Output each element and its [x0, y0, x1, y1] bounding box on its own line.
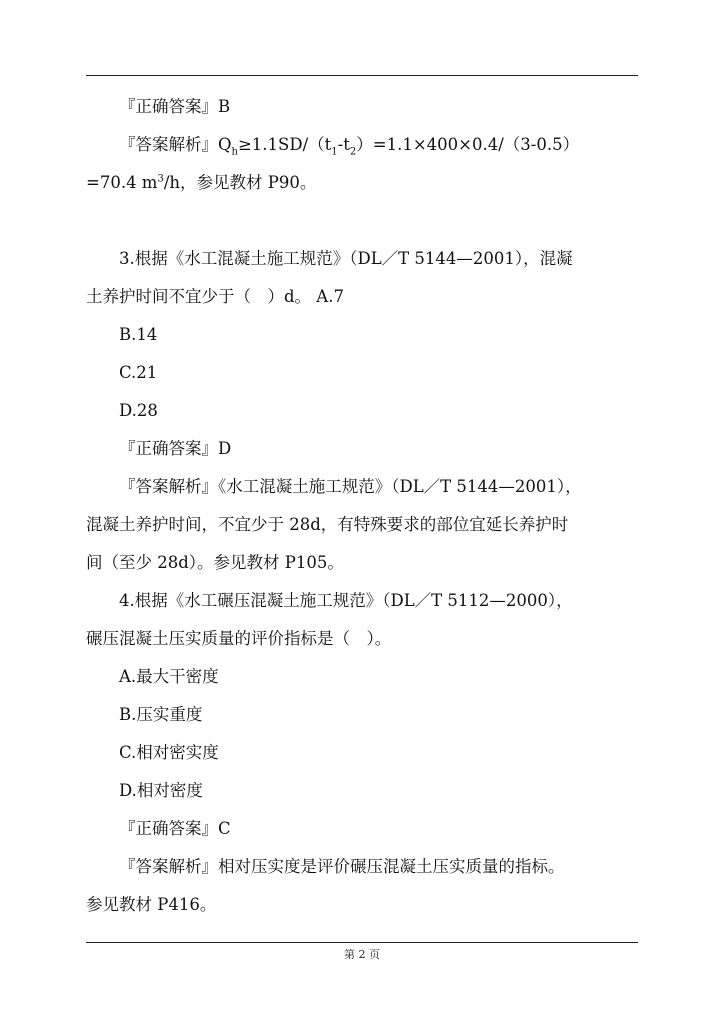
q4-option-c: C.相对密实度: [119, 743, 219, 762]
q3-question-line2: 土养护时间不宜少于（ ）d。 A.7: [86, 287, 344, 306]
q4-answer: 『正确答案』C: [119, 819, 231, 838]
q3-analysis-line2: 混凝土养护时间，不宜少于 28d，有特殊要求的部位宜延长养护时: [86, 515, 569, 534]
page-number: 第 2 页: [344, 948, 380, 961]
q3-option-c: C.21: [119, 363, 158, 382]
document-body: [86, 88, 638, 924]
q4-question-line1: 4.根据《水工碾压混凝土施工规范》（DL／T 5112—2000），: [119, 591, 573, 610]
q4-analysis-line1: 『答案解析』相对压实度是评价碾压混凝土压实质量的指标。: [119, 857, 565, 876]
q4-analysis-line2: 参见教材 P416。: [86, 895, 217, 914]
header-rule: [86, 75, 638, 76]
q3-option-d: D.28: [119, 401, 158, 420]
q3-analysis-line3: 间（至少 28d）。参见教材 P105。: [86, 553, 344, 572]
q4-option-a: A.最大干密度: [119, 667, 219, 686]
q3-question-line1: 3.根据《水工混凝土施工规范》（DL／T 5144—2001），混凝: [119, 249, 573, 268]
q2-analysis-line2: =70.4 $m^3/h$，参见教材 P90。: [86, 173, 317, 192]
q2-answer: 『正确答案』B: [119, 97, 231, 116]
q4-option-b: B.压实重度: [119, 705, 203, 724]
q3-answer: 『正确答案』D: [119, 439, 232, 458]
q3-option-b: B.14: [119, 325, 158, 344]
q2-analysis-line1: 『答案解析』$Q_h\ge 1.1SD/(t_1-t_2)=1.1\times 400\times 0.4/(3-0.5)$: [119, 135, 580, 158]
q4-option-d: D.相对密度: [119, 781, 203, 800]
q4-question-line2: 碾压混凝土压实质量的评价指标是（ ）。: [86, 629, 392, 648]
spacer: [86, 202, 638, 240]
q3-analysis-line1: 『答案解析』《水工混凝土施工规范》（DL／T 5144—2001），: [119, 477, 582, 496]
footer-rule: [86, 942, 638, 943]
